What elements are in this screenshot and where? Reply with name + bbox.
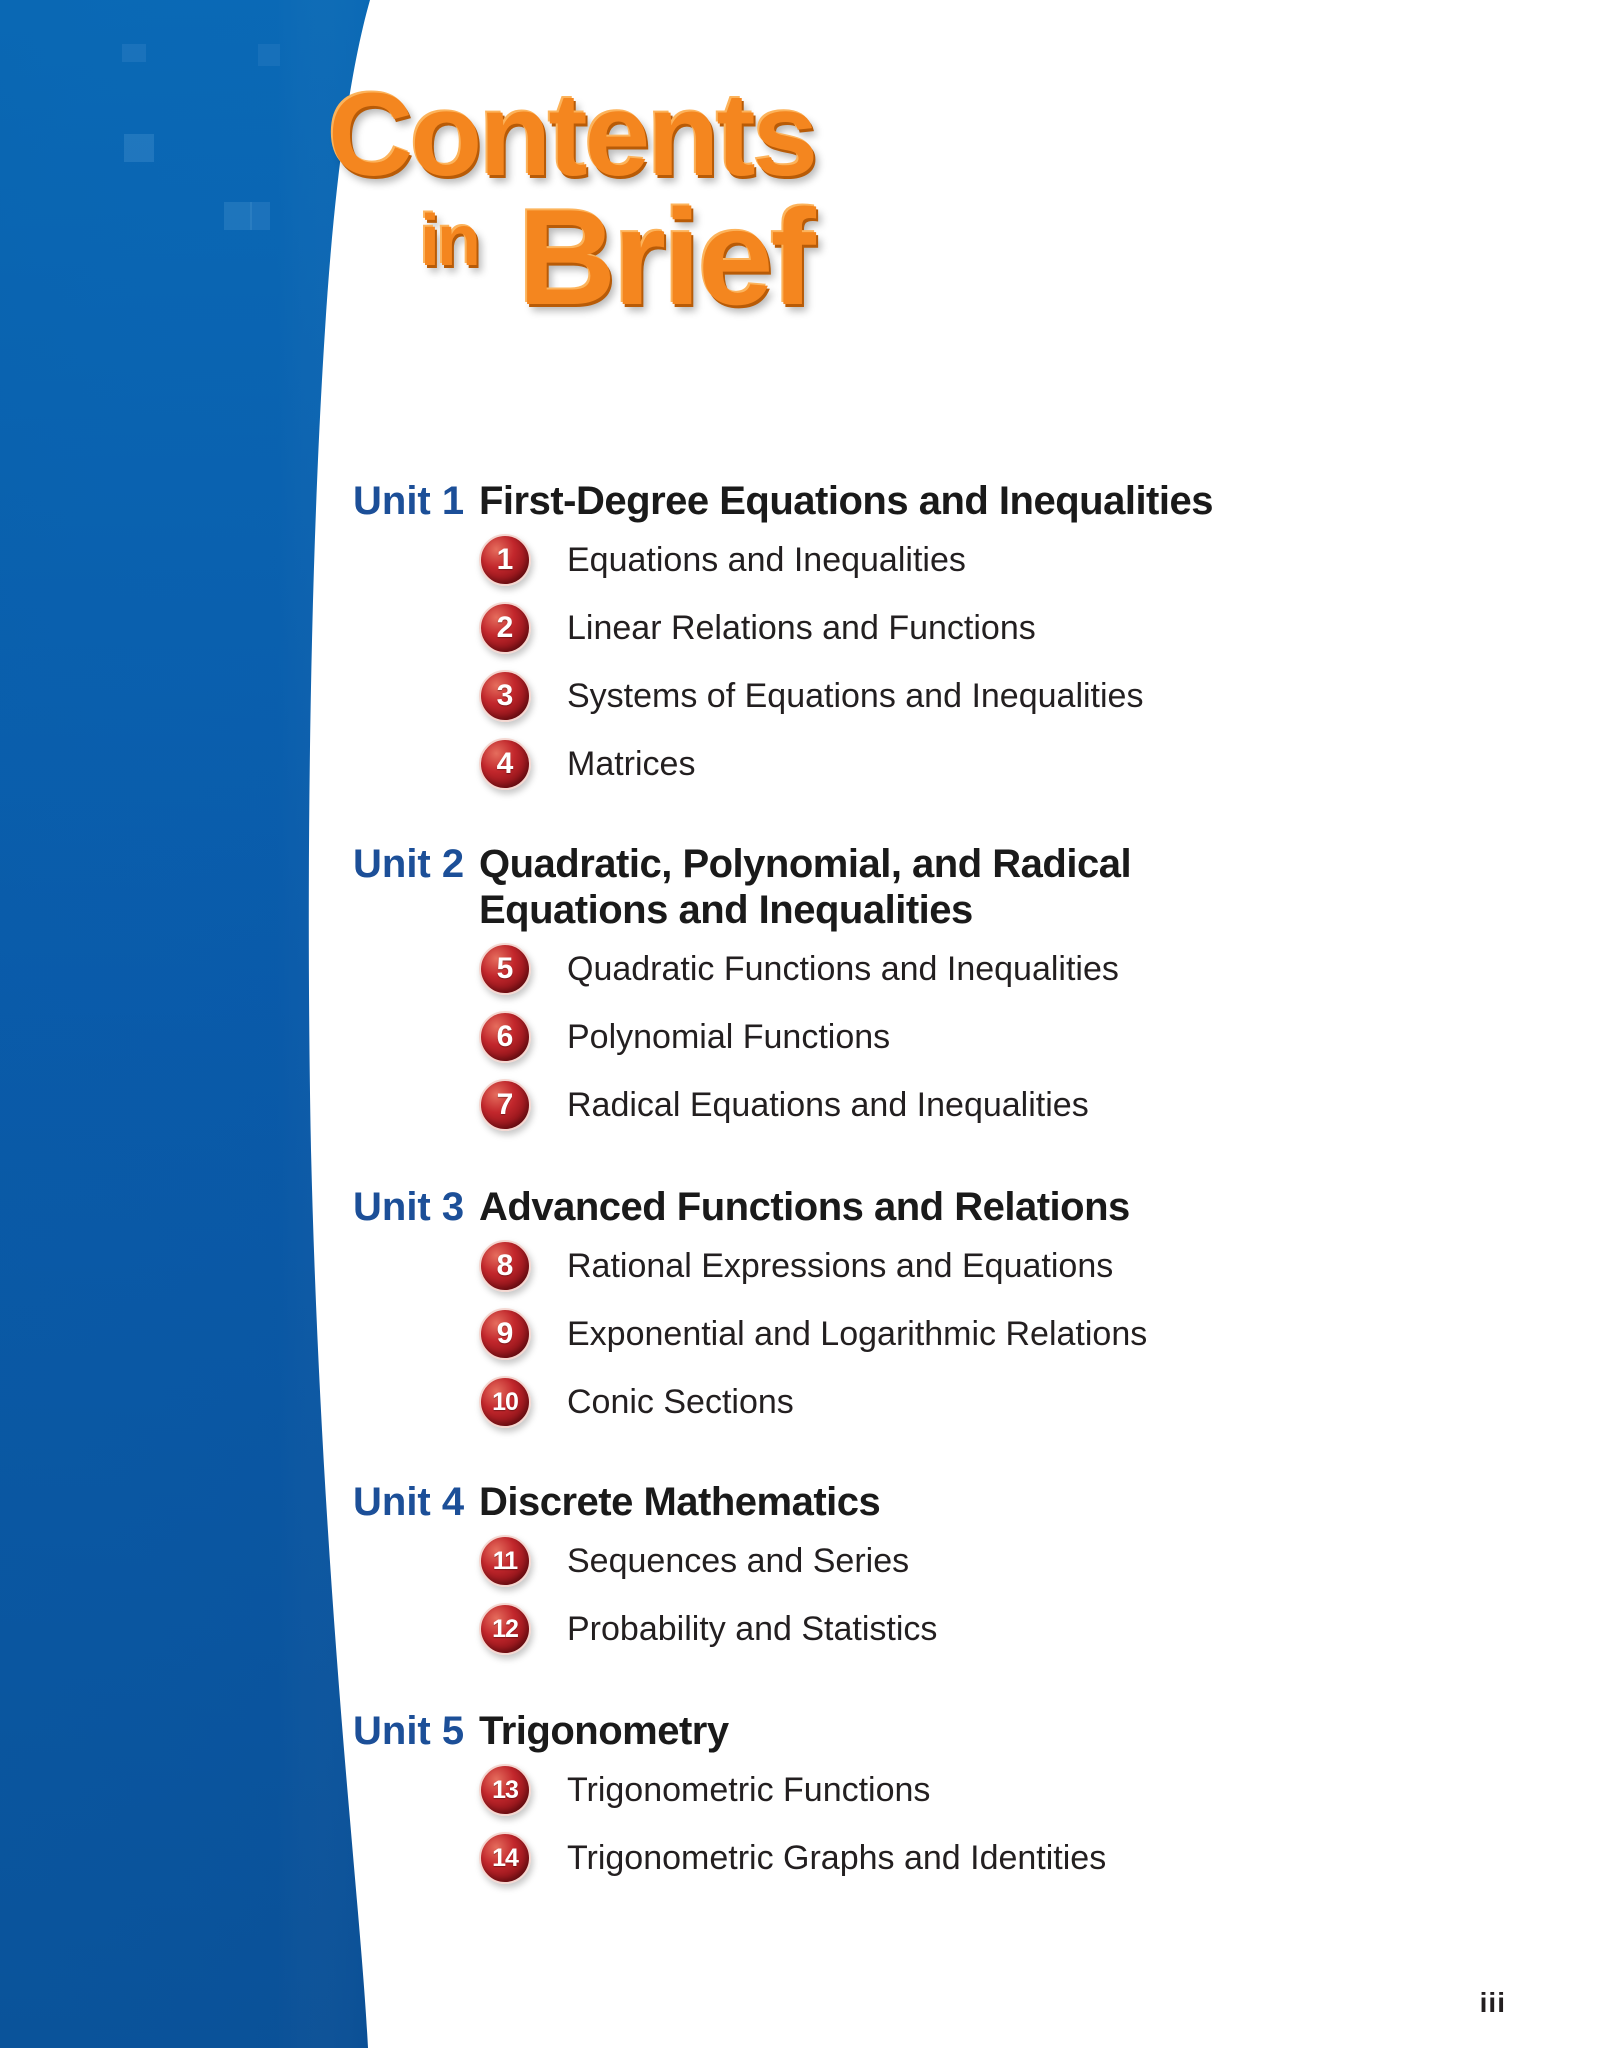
unit-heading <box>353 841 1353 933</box>
chapter-item <box>479 1003 1353 1071</box>
unit-3-section <box>353 1184 1353 1436</box>
chapter-item <box>479 662 1353 730</box>
chapter-item <box>479 1595 1353 1663</box>
title-contents-word: Contents <box>328 69 816 201</box>
unit-heading <box>353 1184 1353 1230</box>
unit-label: Unit 5 <box>353 1709 465 1753</box>
chapter-number-badge: 1 <box>479 534 531 586</box>
chapter-list <box>479 526 1353 798</box>
chapter-list <box>479 1232 1353 1436</box>
chapter-number-badge: 9 <box>479 1308 531 1360</box>
unit-title: Trigonometry <box>479 1709 729 1753</box>
unit-heading <box>353 478 1353 524</box>
chapter-item <box>479 1368 1353 1436</box>
chapter-number-badge: 13 <box>479 1764 531 1816</box>
chapter-number-badge: 7 <box>479 1079 531 1131</box>
unit-label: Unit 3 <box>353 1185 465 1229</box>
chapter-number-badge: 14 <box>479 1832 531 1884</box>
unit-4-section <box>353 1479 1353 1663</box>
chapter-title: Linear Relations and Functions <box>567 609 1036 647</box>
chapter-title: Trigonometric Graphs and Identities <box>567 1839 1107 1877</box>
chapter-item <box>479 1824 1353 1892</box>
unit-label: Unit 2 <box>353 842 465 886</box>
faint-square-decoration <box>122 44 146 62</box>
chapter-title: Matrices <box>567 745 696 783</box>
chapter-item <box>479 1071 1353 1139</box>
chapter-item <box>479 1527 1353 1595</box>
faint-square-decoration <box>250 202 270 230</box>
unit-title: Quadratic, Polynomial, and Radical Equations and Inequalities <box>479 842 1132 932</box>
chapter-title: Equations and Inequalities <box>567 541 966 579</box>
chapter-item <box>479 935 1353 1003</box>
chapter-item <box>479 526 1353 594</box>
chapter-title: Probability and Statistics <box>567 1610 938 1648</box>
unit-label: Unit 4 <box>353 1480 465 1524</box>
unit-5-section <box>353 1708 1353 1892</box>
chapter-item <box>479 1756 1353 1824</box>
unit-1-section <box>353 478 1353 798</box>
unit-title: Advanced Functions and Relations <box>479 1185 1130 1229</box>
faint-square-decoration <box>258 44 280 66</box>
chapter-number-badge: 5 <box>479 943 531 995</box>
chapter-title: Polynomial Functions <box>567 1018 891 1056</box>
unit-heading <box>353 1708 1353 1754</box>
faint-square-decoration <box>224 202 252 230</box>
contents-in-brief-title <box>320 70 880 340</box>
chapter-item <box>479 1232 1353 1300</box>
title-brief-word: Brief <box>518 181 813 333</box>
chapter-item <box>479 730 1353 798</box>
chapter-number-badge: 11 <box>479 1535 531 1587</box>
chapter-number-badge: 4 <box>479 738 531 790</box>
chapter-title: Systems of Equations and Inequalities <box>567 677 1144 715</box>
chapter-number-badge: 6 <box>479 1011 531 1063</box>
chapter-number-badge: 12 <box>479 1603 531 1655</box>
unit-label: Unit 1 <box>353 479 465 523</box>
chapter-title: Exponential and Logarithmic Relations <box>567 1315 1148 1353</box>
unit-title: First-Degree Equations and Inequalities <box>479 479 1213 523</box>
unit-heading <box>353 1479 1353 1525</box>
unit-title: Discrete Mathematics <box>479 1480 881 1524</box>
chapter-title: Radical Equations and Inequalities <box>567 1086 1089 1124</box>
page-number: iii <box>1479 1987 1506 2018</box>
chapter-list <box>479 935 1353 1139</box>
chapter-list <box>479 1756 1353 1892</box>
chapter-number-badge: 3 <box>479 670 531 722</box>
chapter-title: Trigonometric Functions <box>567 1771 931 1809</box>
chapter-list <box>479 1527 1353 1663</box>
faint-square-decoration <box>124 134 154 162</box>
chapter-number-badge: 2 <box>479 602 531 654</box>
chapter-title: Conic Sections <box>567 1383 794 1421</box>
chapter-item <box>479 1300 1353 1368</box>
chapter-number-badge: 10 <box>479 1376 531 1428</box>
chapter-title: Sequences and Series <box>567 1542 910 1580</box>
chapter-number-badge: 8 <box>479 1240 531 1292</box>
chapter-title: Quadratic Functions and Inequalities <box>567 950 1119 988</box>
title-in-word: in <box>420 201 478 281</box>
chapter-title: Rational Expressions and Equations <box>567 1247 1114 1285</box>
unit-2-section <box>353 841 1353 1139</box>
chapter-item <box>479 594 1353 662</box>
